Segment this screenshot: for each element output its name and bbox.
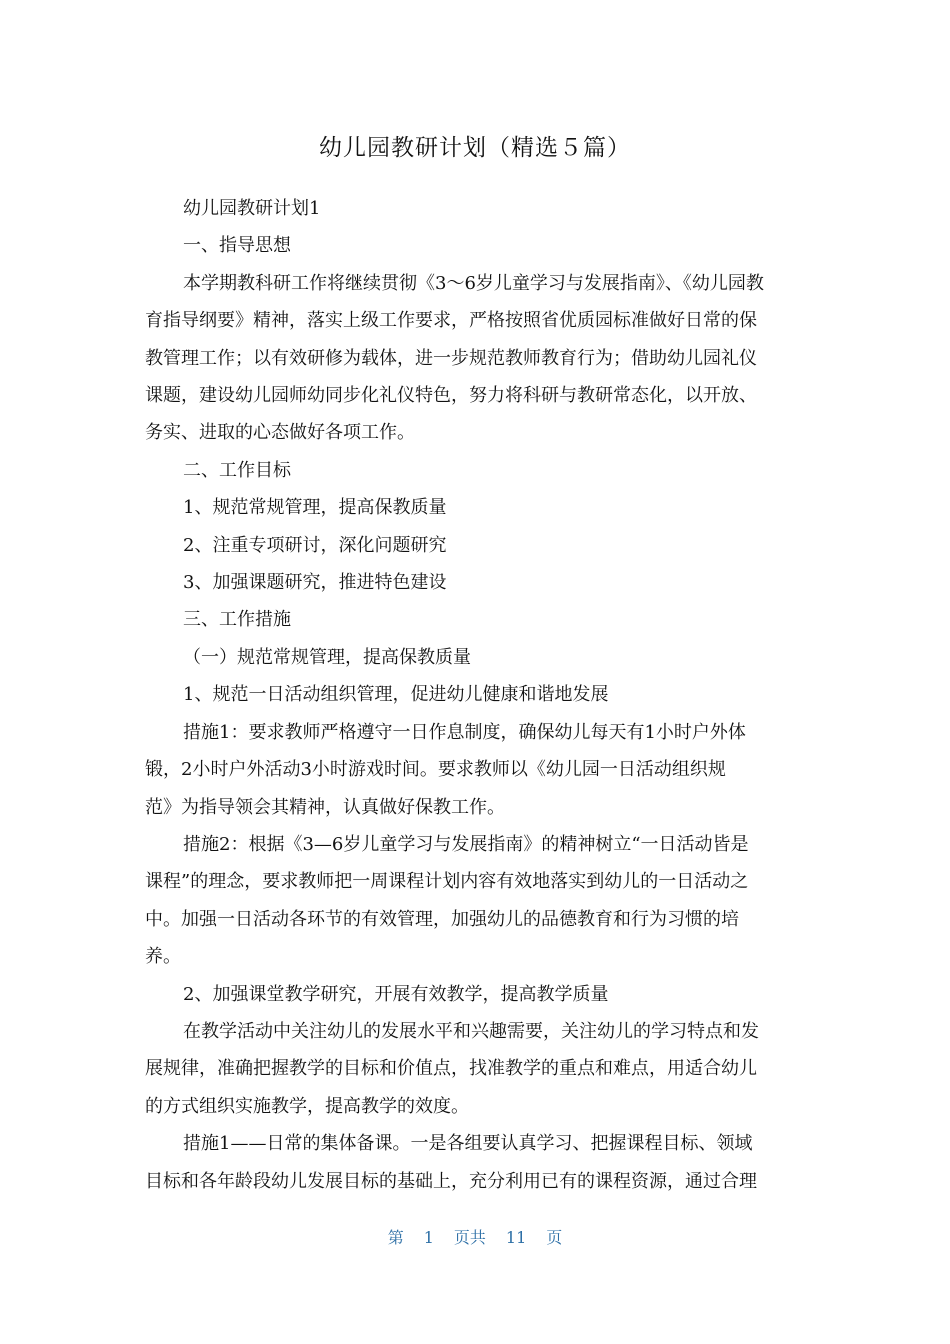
text-line: 1、规范常规管理，提高保教质量 — [183, 497, 447, 519]
paragraph — [145, 714, 810, 826]
text-line: 范》为指导领会其精神，认真做好保教工作。 — [145, 796, 505, 818]
text-line: （一）规范常规管理，提高保教质量 — [183, 646, 471, 668]
text-line: 中。加强一日活动各环节的有效管理，加强幼儿的品德教育和行为习惯的培 — [145, 908, 739, 930]
page-title: 幼儿园教研计划（精选５篇） — [319, 135, 631, 161]
text-line: 务实、进取的心态做好各项工作。 — [145, 422, 415, 444]
paragraph — [145, 527, 810, 564]
paragraph — [145, 265, 810, 452]
text-line: 2、注重专项研讨，深化问题研究 — [183, 534, 447, 556]
text-line: 锻，2小时户外活动3小时游戏时间。要求教师以《幼儿园一日活动组织规 — [145, 759, 726, 781]
paragraph — [145, 601, 810, 638]
paragraph — [145, 1125, 810, 1200]
page-footer — [0, 1226, 950, 1250]
text-line: 本学期教科研工作将继续贯彻《3～6岁儿童学习与发展指南》、《幼儿园教 — [183, 272, 764, 294]
footer-label-page: 第 — [387, 1228, 404, 1247]
document-body — [145, 190, 810, 1200]
text-line: 展规律，准确把握教学的目标和价值点，找准教学的重点和难点，用适合幼儿 — [145, 1058, 757, 1080]
paragraph — [145, 452, 810, 489]
footer-total-pages: 11 — [505, 1228, 527, 1247]
paragraph — [145, 639, 810, 676]
text-line: 教管理工作；以有效研修为载体，进一步规范教师教育行为；借助幼儿园礼仪 — [145, 347, 757, 369]
footer-current-page: 1 — [423, 1228, 434, 1247]
text-line: 措施1：要求教师严格遵守一日作息制度，确保幼儿每天有1小时户外体 — [183, 721, 746, 743]
footer-label-end: 页 — [546, 1228, 563, 1247]
paragraph — [145, 826, 810, 976]
text-line: 一、指导思想 — [183, 235, 291, 257]
paragraph — [145, 564, 810, 601]
text-line: 措施2：根据《3—6岁儿童学习与发展指南》的精神树立“一日活动皆是 — [183, 833, 749, 855]
text-line: 2、加强课堂教学研究，开展有效教学，提高教学质量 — [183, 983, 609, 1005]
text-line: 在教学活动中关注幼儿的发展水平和兴趣需要，关注幼儿的学习特点和发 — [183, 1020, 759, 1042]
text-line: 课程”的理念，要求教师把一周课程计划内容有效地落实到幼儿的一日活动之 — [145, 871, 749, 893]
text-line: 1、规范一日活动组织管理，促进幼儿健康和谐地发展 — [183, 684, 609, 706]
text-line: 3、加强课题研究，推进特色建设 — [183, 572, 447, 594]
paragraph — [145, 190, 810, 227]
paragraph — [145, 489, 810, 526]
text-line: 措施1——日常的集体备课。一是各组要认真学习、把握课程目标、领域 — [183, 1133, 753, 1155]
footer-label-of: 页共 — [453, 1228, 486, 1247]
text-line: 的方式组织实施教学，提高教学的效度。 — [145, 1095, 469, 1117]
text-line: 养。 — [145, 946, 181, 968]
text-line: 幼儿园教研计划1 — [183, 198, 321, 219]
text-line: 课题，建设幼儿园师幼同步化礼仪特色，努力将科研与教研常态化，以开放、 — [145, 385, 757, 407]
text-line: 育指导纲要》精神，落实上级工作要求，严格按照省优质园标准做好日常的保 — [145, 310, 757, 332]
text-line: 目标和各年龄段幼儿发展目标的基础上，充分利用已有的课程资源，通过合理 — [145, 1170, 757, 1192]
paragraph — [145, 1013, 810, 1125]
paragraph — [145, 976, 810, 1013]
text-line: 三、工作措施 — [183, 609, 291, 631]
paragraph — [145, 676, 810, 713]
text-line: 二、工作目标 — [183, 459, 291, 481]
paragraph — [145, 227, 810, 264]
